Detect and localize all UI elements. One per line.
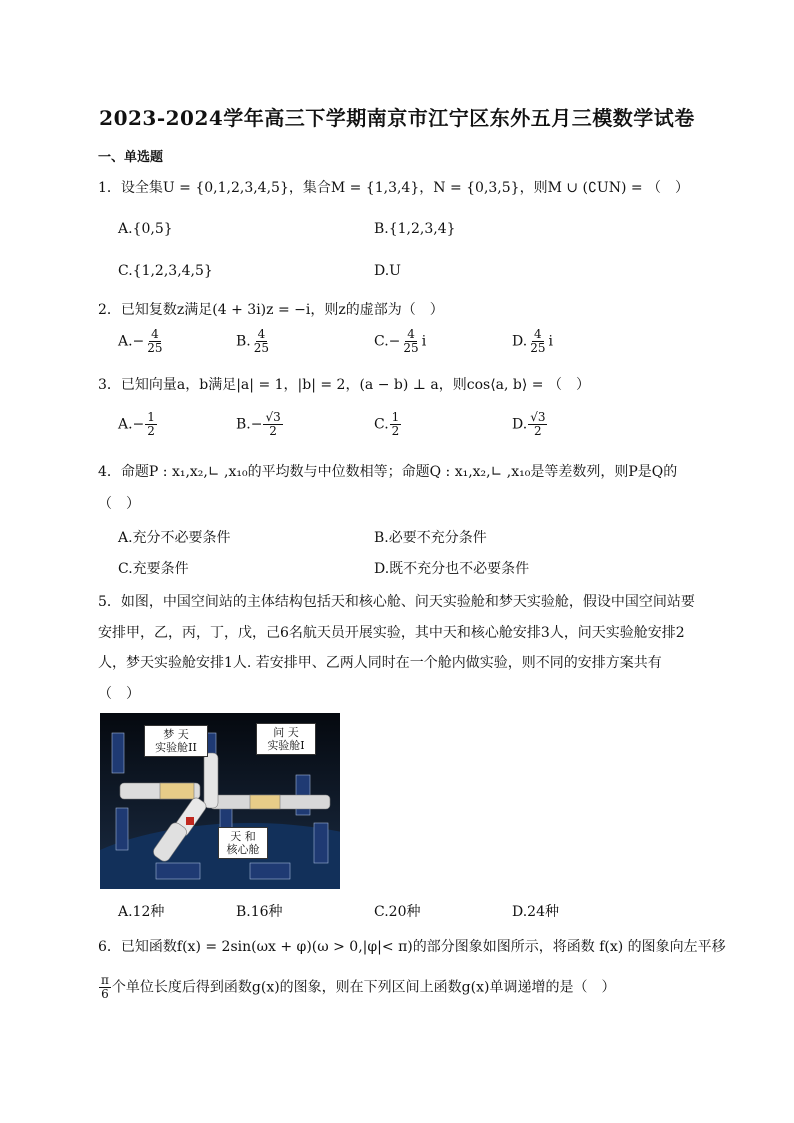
q3-b-num: √3 — [265, 410, 281, 424]
q4-option-c: C.充要条件 — [118, 561, 189, 577]
q6-line-1: 6．已知函数f(x) = 2sin(ωx + φ)(ω > 0,|φ|< π)的部分图象如图所示，将函数 f(x) 的图象向左平移 — [98, 939, 726, 955]
q5-option-a: A.12种 — [118, 904, 165, 920]
q2-c-suffix: i — [421, 333, 427, 350]
q2-option-d — [512, 328, 553, 355]
q1-option-c: C.{1,2,3,4,5} — [118, 263, 213, 279]
label-wentian: 问 天 实验舱I — [256, 723, 316, 755]
q2-c-num: 4 — [407, 327, 415, 341]
q2-a-den: 25 — [147, 341, 163, 355]
q3-a-prefix: A.− — [118, 416, 145, 433]
q6-frac-num: π — [101, 973, 109, 987]
q6-line-2-wrap — [98, 974, 615, 1001]
q2-b-den: 25 — [253, 341, 270, 355]
q2-d-fraction — [528, 328, 547, 355]
q5-line-3: 人，梦天实验舱安排1人. 若安排甲、乙两人同时在一个舱内做实验，则不同的安排方案共有 — [98, 655, 662, 671]
label-tianhe: 天 和 核心舱 — [218, 827, 268, 859]
q3-option-a — [118, 411, 158, 438]
q1-option-d: D.U — [374, 263, 401, 279]
q5-option-d: D.24种 — [512, 904, 559, 920]
q4-option-a: A.充分不必要条件 — [118, 530, 231, 546]
q2-c-den: 25 — [403, 341, 419, 355]
q2-b-fraction — [252, 328, 271, 355]
space-station-image — [100, 713, 340, 889]
q4-option-d: D.既不充分也不必要条件 — [374, 561, 530, 577]
q3-a-num: 1 — [147, 410, 155, 424]
q4-option-b: B.必要不充分条件 — [374, 530, 487, 546]
q5-line-1: 5．如图，中国空间站的主体结构包括天和核心舱、问天实验舱和梦天实验舱，假设中国空间站要 — [98, 594, 695, 610]
q3-a-fraction — [145, 411, 157, 438]
q3-d-den: 2 — [534, 424, 542, 438]
q2-option-c — [374, 328, 426, 355]
q3-a-den: 2 — [147, 424, 155, 438]
q1-stem: 1．设全集U = {0,1,2,3,4,5}，集合M = {1,3,4}，N = {0,3,5}，则M ∪ (∁UN) = （ ） — [98, 180, 690, 196]
q5-option-b: B.16种 — [236, 904, 283, 920]
q3-stem: 3．已知向量a，b满足|a| = 1，|b| = 2，(a − b) ⊥ a，则cos⟨a, b⟩ = （ ） — [98, 377, 590, 393]
q3-option-b — [236, 411, 284, 438]
q1-option-a: A.{0,5} — [118, 221, 173, 237]
q2-stem: 2．已知复数z满足(4 + 3i)z = −i，则z的虚部为（ ） — [98, 302, 444, 318]
q2-d-num: 4 — [534, 327, 542, 341]
q2-c-fraction — [401, 328, 420, 355]
exam-title: 2023-2024学年高三下学期南京市江宁区东外五月三模数学试卷 — [99, 106, 695, 130]
q2-option-b — [236, 328, 272, 355]
q3-option-c — [374, 411, 402, 438]
q3-d-num: √3 — [530, 410, 546, 424]
q2-b-prefix: B. — [236, 333, 251, 350]
q3-c-prefix: C. — [374, 416, 389, 433]
q3-option-d — [512, 411, 548, 438]
q6-line-2: 个单位长度后得到函数g(x)的图象，则在下列区间上函数g(x)单调递增的是（ ） — [111, 979, 616, 996]
q4-paren: （ ） — [98, 496, 140, 512]
q5-option-c: C.20种 — [374, 904, 421, 920]
section-heading: 一、单选题 — [98, 150, 164, 165]
q3-d-prefix: D. — [512, 416, 528, 433]
q2-a-fraction — [145, 328, 164, 355]
q2-b-num: 4 — [257, 327, 266, 341]
q5-line-2: 安排甲，乙，丙，丁，戊，己6名航天员开展实验，其中天和核心舱安排3人，问天实验舱安排2 — [98, 625, 685, 641]
q3-b-den: 2 — [269, 424, 277, 438]
q3-d-fraction — [528, 411, 547, 438]
q1-option-b: B.{1,2,3,4} — [374, 221, 456, 237]
q2-d-suffix: i — [548, 333, 553, 350]
q3-c-num: 1 — [391, 410, 400, 424]
q2-d-prefix: D. — [512, 333, 528, 350]
q3-b-fraction — [263, 411, 282, 438]
q5-paren: （ ） — [98, 686, 140, 702]
label-mengtian: 梦 天 实验舱II — [144, 725, 208, 757]
q2-a-prefix: A.− — [118, 333, 145, 350]
q2-option-a — [118, 328, 166, 355]
q3-b-prefix: B.− — [236, 416, 263, 433]
q6-frac-den: 6 — [101, 987, 109, 1001]
q4-stem: 4．命题P : x₁,x₂,∟ ,x₁₀的平均数与中位数相等；命题Q : x₁,x₂,∟ ,x₁₀是等差数列，则P是Q的 — [98, 464, 678, 480]
q6-fraction — [99, 974, 111, 1001]
q2-a-num: 4 — [151, 327, 159, 341]
q2-d-den: 25 — [530, 341, 546, 355]
q3-c-den: 2 — [391, 424, 400, 438]
q3-c-fraction — [390, 411, 402, 438]
q2-c-prefix: C.− — [374, 333, 401, 350]
